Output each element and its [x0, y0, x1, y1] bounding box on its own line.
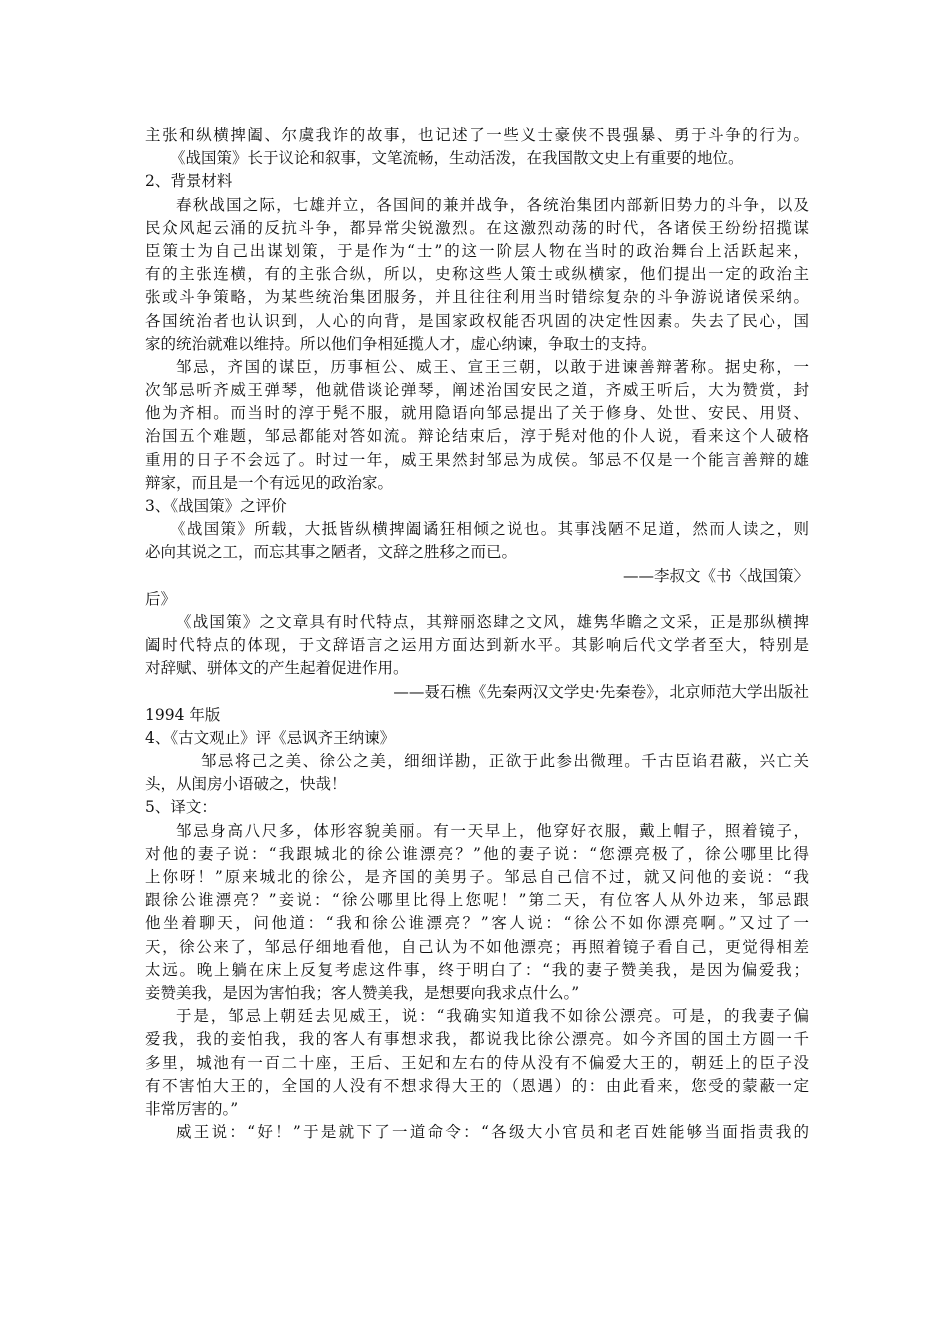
- text-line: 必向其说之工，而忘其事之陋者，文辞之胜移之而已。: [145, 543, 518, 562]
- text-line: 张或斗争策略，为某些统治集团服务，并且往往利用当时错综复杂的斗争游说诸侯采纳。: [145, 288, 809, 307]
- text-line: 1994 年版: [145, 705, 221, 724]
- text-line: 邹忌将己之美、徐公之美，细细详勘，正欲于此参出微理。千古臣谄君蔽，兴亡关: [201, 752, 809, 771]
- text-line: 于是，邹忌上朝廷去见威王，说：“我确实知道我不如徐公漂亮。可是，的我妻子偏: [176, 1007, 809, 1026]
- text-line: 3、《战国策》之评价: [145, 497, 287, 515]
- text-line: 爱我，我的妾怕我，我的客人有事想求我，都说我比徐公漂亮。如今齐国的国土方圆一千: [145, 1030, 809, 1049]
- text-line: ——聂石樵《先秦两汉文学史·先秦卷》，北京师范大学出版社: [393, 682, 809, 701]
- text-line: 重用的日子不会远了。时过一年，威王果然封邹忌为成侯。邹忌不仅是一个能言善辩的雄: [145, 450, 809, 469]
- text-line: 各国统治者也认识到，人心的向背，是国家政权能否巩固的决定性因素。失去了民心，国: [145, 311, 809, 330]
- text-line: 非常厉害的。”: [145, 1099, 239, 1118]
- text-line: 跟徐公谁漂亮？”妾说：“徐公哪里比得上您呢！”第二天，有位客人从外边来，邹忌跟: [145, 891, 809, 910]
- text-line: 主张和纵横捭阖、尔虞我诈的故事，也记述了一些义士豪侠不畏强暴、勇于斗争的行为。: [145, 126, 809, 144]
- text-line: 威王说：“好！”于是就下了一道命令：“各级大小官员和老百姓能够当面指责我的: [176, 1123, 809, 1142]
- text-line: 他坐着聊天，问他道：“我和徐公谁漂亮？”客人说：“徐公不如你漂亮啊。”又过了一: [145, 914, 809, 933]
- text-line: 妾赞美我，是因为害怕我；客人赞美我，是想要向我求点什么。”: [145, 983, 580, 1002]
- text-line: 5、译文：: [145, 798, 217, 817]
- text-line: 多里，城池有一百二十座，王后、王妃和左右的侍从没有不偏爱大王的，朝廷上的臣子没: [145, 1053, 809, 1072]
- text-line: 有不害怕大王的，全国的人没有不想求得大王的（恩遇）的：由此看来，您受的蒙蔽一定: [145, 1076, 809, 1095]
- text-line: 臣策士为自己出谋划策，于是作为“士”的这一阶层人物在当时的政治舞台上活跃起来，: [145, 241, 809, 260]
- text-line: 他为齐相。而当时的淳于髡不服，就用隐语向邹忌提出了关于修身、处世、安民、用贤、: [145, 404, 809, 423]
- text-line: 2、背景材料: [145, 172, 233, 191]
- text-line: 民众风起云涌的反抗斗争，都异常尖锐激烈。在这激烈动荡的时代，各诸侯王纷纷招揽谋: [145, 218, 809, 237]
- document-page: [145, 124, 809, 1144]
- text-line: 《战国策》之文章具有时代特点，其辩丽恣肆之文风，雄隽华瞻之文采，正是那纵横捭: [176, 612, 809, 631]
- text-line: 太远。晚上躺在床上反复考虑这件事，终于明白了：“我的妻子赞美我，是因为偏爱我；: [145, 960, 809, 979]
- text-line: 对他的妻子说：“我跟城北的徐公谁漂亮？”他的妻子说：“您漂亮极了，徐公哪里比得: [145, 844, 809, 863]
- text-line: 《战国策》长于议论和叙事，文笔流畅，生动活泼，在我国散文史上有重要的地位。: [170, 149, 744, 168]
- text-line: 上你呀！”原来城北的徐公，是齐国的美男子。邹忌自己信不过，就又问他的妾说：“我: [145, 868, 809, 886]
- text-line: 天，徐公来了，邹忌仔细地看他，自己认为不如他漂亮；再照着镜子看自己，更觉得相差: [145, 937, 809, 956]
- text-line: 治国五个难题，邹忌都能对答如流。辩论结束后，淳于髡对他的仆人说，看来这个人破格: [145, 427, 809, 446]
- text-line: 阖时代特点的体现，于文辞语言之运用方面达到新水平。其影响后代文学者至大，特别是: [145, 636, 809, 655]
- text-line: 4、《古文观止》评《忌讽齐王纳谏》: [145, 728, 396, 747]
- text-line: 有的主张连横，有的主张合纵，所以，史称这些人策士或纵横家，他们提出一定的政治主: [145, 265, 809, 284]
- text-line: 次邹忌听齐威王弹琴，他就借谈论弹琴，阐述治国安民之道，齐威王听后，大为赞赏，封: [145, 381, 809, 400]
- text-line: 邹忌，齐国的谋臣，历事桓公、威王、宣王三朝，以敢于进谏善辩著称。据史称，一: [176, 357, 809, 376]
- text-line: ——李叔文《书〈战国策〉: [622, 566, 809, 585]
- text-line: 邹忌身高八尺多，体形容貌美丽。有一天早上，他穿好衣服，戴上帽子，照着镜子，: [176, 821, 809, 840]
- text-line: 头，从闺房小语破之，快哉！: [145, 775, 347, 794]
- text-line: 《战国策》所载，大抵皆纵横捭阖谲狂相倾之说也。其事浅陋不足道，然而人读之，则: [170, 520, 809, 539]
- text-line: 对辞赋、骈体文的产生起着促进作用。: [145, 659, 409, 678]
- text-line: 后》: [145, 589, 177, 608]
- text-line: 辩家，而且是一个有远见的政治家。: [145, 473, 394, 492]
- text-line: 春秋战国之际，七雄并立，各国间的兼并战争，各统治集团内部新旧势力的斗争，以及: [176, 195, 809, 214]
- text-line: 家的统治就难以维持。所以他们争相延揽人才，虚心纳谏，争取士的支持。: [145, 334, 657, 353]
